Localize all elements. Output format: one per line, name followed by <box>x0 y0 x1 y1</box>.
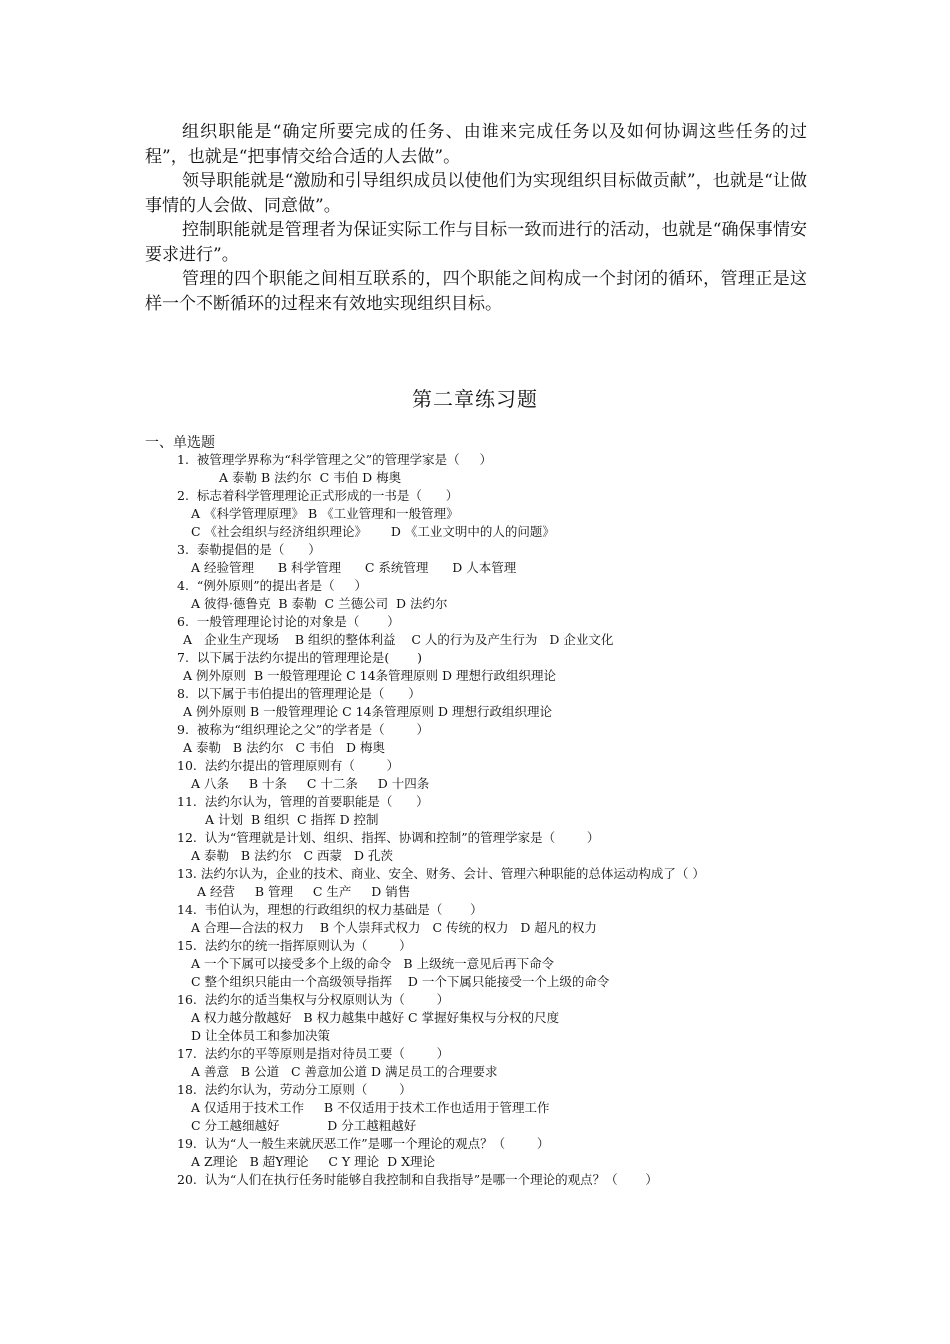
question: 3. 泰勒提倡的是（ ） <box>177 542 321 557</box>
question: 11. 法约尔认为，管理的首要职能是（ ） <box>177 794 429 809</box>
question-options: A 计划 B 组织 C 指挥 D 控制 <box>205 812 379 827</box>
question-options: A 例外原则 B 一般管理理论 C 14条管理原则 D 理想行政组织理论 <box>183 668 556 683</box>
question-options: A 泰勒 B 法约尔 C 韦伯 D 梅奥 <box>219 470 402 485</box>
question-options: A 八条 B 十条 C 十二条 D 十四条 <box>191 776 430 791</box>
question: 10. 法约尔提出的管理原则有（ ） <box>177 758 400 773</box>
question: 4. “例外原则”的提出者是（ ） <box>177 578 368 593</box>
question: 14. 韦伯认为，理想的行政组织的权力基础是（ ） <box>177 902 483 917</box>
question: 13. 法约尔认为，企业的技术、商业、安全、财务、会计、管理六种职能的总体运动构成了（ ） <box>177 866 705 881</box>
paragraph-cycle: 管理的四个职能之间相互联系的，四个职能之间构成一个封闭的循环，管理正是这样一个不断循环的过程来有效地实现组织目标。 <box>145 269 807 314</box>
question: 16. 法约尔的适当集权与分权原则认为（ ） <box>177 992 450 1007</box>
question-options: A 例外原则 B 一般管理理论 C 14条管理原则 D 理想行政组织理论 <box>183 704 553 719</box>
section-heading: 一、单选题 <box>145 435 215 451</box>
question-options: A 善意 B 公道 C 善意加公道 D 满足员工的合理要求 <box>191 1064 498 1079</box>
question-options: A 经营 B 管理 C 生产 D 销售 <box>197 884 411 899</box>
question-options: A 一个下属可以接受多个上级的命令 B 上级统一意见后再下命令 <box>191 956 555 971</box>
question: 18. 法约尔认为，劳动分工原则（ ） <box>177 1082 412 1097</box>
question-options: A Z理论 B 超Y理论 C Y 理论 D X理论 <box>191 1154 435 1169</box>
question: 9. 被称为“组织理论之父”的学者是（ ） <box>177 722 429 737</box>
question: 20. 认为“人们在执行任务时能够自我控制和自我指导”是哪一个理论的观点？（ ） <box>177 1172 658 1187</box>
question: 8. 以下属于韦伯提出的管理理论是（ ） <box>177 686 421 701</box>
question-options: A 仅适用于技术工作 B 不仅适用于技术工作也适用于管理工作 <box>191 1100 550 1115</box>
question: 17. 法约尔的平等原则是指对待员工要（ ） <box>177 1046 450 1061</box>
question-options: C 《社会组织与经济组织理论》 D 《工业文明中的人的问题》 <box>191 524 555 539</box>
chapter-title: 第二章练习题 <box>412 387 538 411</box>
paragraph-organizing: 组织职能是“确定所要完成的任务、由谁来完成任务以及如何协调这些任务的过程”，也就是“把事情交给合适的人去做”。 <box>145 122 807 167</box>
question-options: A 企业生产现场 B 组织的整体利益 C 人的行为及产生行为 D 企业文化 <box>183 632 614 647</box>
question-options: A 经验管理 B 科学管理 C 系统管理 D 人本管理 <box>191 560 517 575</box>
question-options: D 让全体员工和参加决策 <box>191 1028 330 1043</box>
question-options: C 分工越细越好 D 分工越粗越好 <box>191 1118 417 1133</box>
paragraph-leading: 领导职能就是“激励和引导组织成员以使他们为实现组织目标做贡献”，也就是“让做事情的人会做、同意做”。 <box>145 171 807 216</box>
question-options: A 彼得·德鲁克 B 泰勒 C 兰德公司 D 法约尔 <box>191 596 448 611</box>
question: 1. 被管理学界称为“科学管理之父”的管理学家是（ ） <box>177 452 493 467</box>
question-list <box>145 451 815 1189</box>
question: 6. 一般管理理论讨论的对象是（ ） <box>177 614 400 629</box>
question: 19. 认为“人一般生来就厌恶工作”是哪一个理论的观点？（ ） <box>177 1136 550 1151</box>
question-options: C 整个组织只能由一个高级领导指挥 D 一个下属只能接受一个上级的命令 <box>191 974 610 989</box>
question-options: A 《科学管理原理》 B 《工业管理和一般管理》 <box>191 506 459 521</box>
question: 12. 认为“管理就是计划、组织、指挥、协调和控制”的管理学家是（ ） <box>177 830 600 845</box>
intro-text <box>145 120 807 316</box>
question-options: A 合理—合法的权力 B 个人崇拜式权力 C 传统的权力 D 超凡的权力 <box>191 920 597 935</box>
question-options: A 泰勒 B 法约尔 C 韦伯 D 梅奥 <box>183 740 385 755</box>
question: 2. 标志着科学管理理论正式形成的一书是（ ） <box>177 488 459 503</box>
question-options: A 泰勒 B 法约尔 C 西蒙 D 孔茨 <box>191 848 393 863</box>
question-options: A 权力越分散越好 B 权力越集中越好 C 掌握好集权与分权的尺度 <box>191 1010 560 1025</box>
question: 15. 法约尔的统一指挥原则认为（ ） <box>177 938 412 953</box>
paragraph-controlling: 控制职能就是管理者为保证实际工作与目标一致而进行的活动，也就是“确保事情安要求进行”。 <box>145 220 807 265</box>
question: 7. 以下属于法约尔提出的管理理论是( ) <box>177 650 422 665</box>
